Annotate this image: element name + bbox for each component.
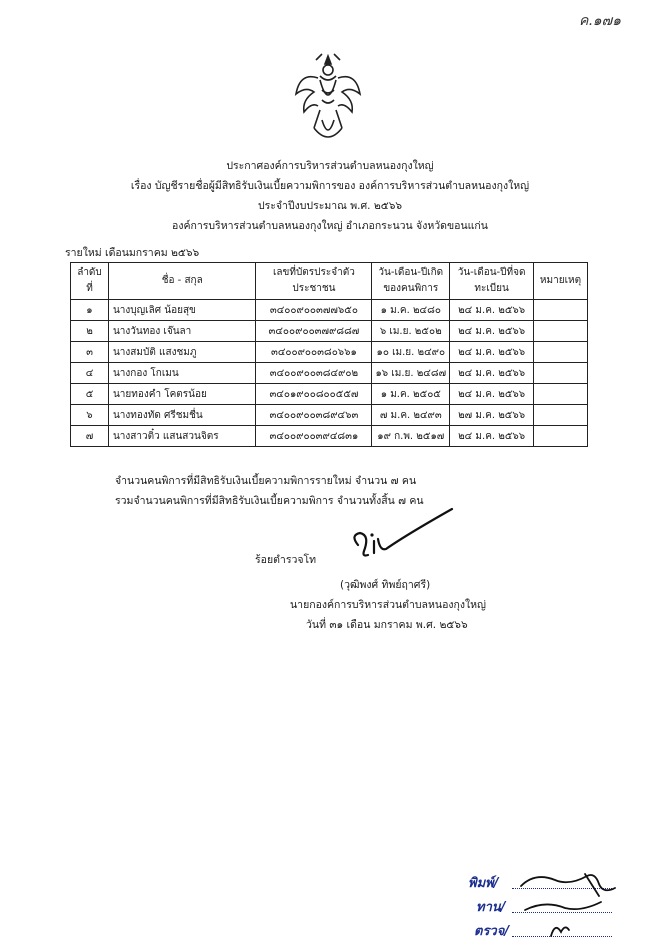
col-header-id: เลขที่บัตรประจำตัวประชาชน [256,263,372,300]
cell-no: ๗ [71,426,109,447]
cell-no: ๕ [71,384,109,405]
beneficiary-table [70,262,588,447]
cell-note [533,321,587,342]
cell-registered: ๒๔ ม.ค. ๒๕๖๖ [450,426,534,447]
cell-no: ๔ [71,363,109,384]
cell-note [533,342,587,363]
cell-name: นางสมบัติ แสงชมภู [108,342,256,363]
signature-mark-icon [336,505,456,570]
col-header-note: หมายเหตุ [533,263,587,300]
summary-total: รวมจำนวนคนพิการที่มีสิทธิรับเงินเบี้ยความพิการ จำนวนทั้งสิ้น ๗ คน [115,495,424,507]
stamp-initials-icon [515,866,625,942]
cell-id: ๓๔๐๐๙๐๐๓๙๔๘๓๑ [256,426,372,447]
cell-no: ๒ [71,321,109,342]
cell-note [533,426,587,447]
cell-birth: ๑๐ เม.ย. ๒๔๙๐ [372,342,450,363]
table-row [71,300,588,321]
table-row [71,405,588,426]
cell-name: นางกอง โกเมน [108,363,256,384]
cell-registered: ๒๔ ม.ค. ๒๕๖๖ [450,384,534,405]
cell-registered: ๒๔ ม.ค. ๒๕๖๖ [450,363,534,384]
cell-name: นายทองคำ โคตรน้อย [108,384,256,405]
announcement-header: ประกาศองค์การบริหารส่วนตำบลหนองกุงใหญ่ [226,160,434,172]
table-row [71,426,588,447]
signer-name: (วุฒิพงศ์ ทิพย์ฤาศรี) [340,579,431,591]
cell-registered: ๒๔ ม.ค. ๒๕๖๖ [450,321,534,342]
cell-name: นางสาวติ๋ว แสนสวนจิตร [108,426,256,447]
table-row [71,321,588,342]
cell-name: นางวันทอง เจ๊นลา [108,321,256,342]
col-header-birth: วัน-เดือน-ปีเกิดของคนพิการ [372,263,450,300]
cell-note [533,405,587,426]
table-header-row [71,263,588,300]
cell-birth: ๑๙ ก.พ. ๒๕๑๗ [372,426,450,447]
cell-birth: ๖ เม.ย. ๒๕๐๒ [372,321,450,342]
table-row [71,363,588,384]
list-title: รายใหม่ เดือนมกราคม ๒๕๖๖ [65,247,200,259]
cell-registered: ๒๗ ม.ค. ๒๕๖๖ [450,405,534,426]
cell-birth: ๑ ม.ค. ๒๕๐๕ [372,384,450,405]
cell-id: ๓๔๐๐๙๐๐๓๘๔๙๐๒ [256,363,372,384]
cell-no: ๓ [71,342,109,363]
cell-no: ๑ [71,300,109,321]
signer-position: นายกองค์การบริหารส่วนตำบลหนองกุงใหญ่ [290,599,487,611]
stamp-print-label: พิมพ์/ [468,876,499,891]
cell-registered: ๒๔ ม.ค. ๒๕๖๖ [450,342,534,363]
table-row [71,342,588,363]
cell-note [533,300,587,321]
cell-no: ๖ [71,405,109,426]
summary-new: จำนวนคนพิการที่มีสิทธิรับเงินเบี้ยความพิการรายใหม่ จำนวน ๗ คน [115,475,417,487]
cell-id: ๓๔๐๐๙๐๐๓๗๙๘๘๗ [256,321,372,342]
cell-id: ๓๔๐๑๙๐๐๘๐๐๕๕๗ [256,384,372,405]
stamp-check-label: ตรวจ/ [474,924,510,939]
col-header-no: ลำดับที่ [71,263,109,300]
stamp-review-label: ทาน/ [476,900,506,915]
announcement-subject: เรื่อง บัญชีรายชื่อผู้มีสิทธิรับเงินเบี้ยความพิการของ องค์การบริหารส่วนตำบลหนองกุงใหญ่ [130,180,530,192]
organization-location: องค์การบริหารส่วนตำบลหนองกุงใหญ่ อำเภอกระนวน จังหวัดขอนแก่น [172,220,488,232]
cell-id: ๓๔๐๐๙๐๐๓๘๙๔๖๓ [256,405,372,426]
cell-note [533,384,587,405]
cell-registered: ๒๔ ม.ค. ๒๕๖๖ [450,300,534,321]
cell-birth: ๑๖ เม.ย. ๒๔๘๗ [372,363,450,384]
col-header-registered: วัน-เดือน-ปีที่จดทะเบียน [450,263,534,300]
cell-name: นางทองทัด ศรีชมชื่น [108,405,256,426]
cell-id: ๓๔๐๐๙๐๐๓๘๐๖๖๑ [256,342,372,363]
col-header-name: ชื่อ - สกุล [108,263,256,300]
fiscal-year: ประจำปีงบประมาณ พ.ศ. ๒๕๖๖ [257,200,403,212]
cell-birth: ๑ ม.ค. ๒๔๘๐ [372,300,450,321]
signing-date: วันที่ ๓๑ เดือน มกราคม พ.ศ. ๒๕๖๖ [306,619,468,631]
table-row [71,384,588,405]
cell-note [533,363,587,384]
cell-name: นางบุญเลิศ น้อยสุข [108,300,256,321]
cell-birth: ๗ ม.ค. ๒๔๙๓ [372,405,450,426]
signer-rank: ร้อยตำรวจโท [255,554,317,566]
cell-id: ๓๔๐๐๙๐๐๓๗๗๖๕๐ [256,300,372,321]
corner-handwritten-note: ค.๑๗๑ [578,13,622,29]
garuda-emblem-icon [292,50,364,150]
